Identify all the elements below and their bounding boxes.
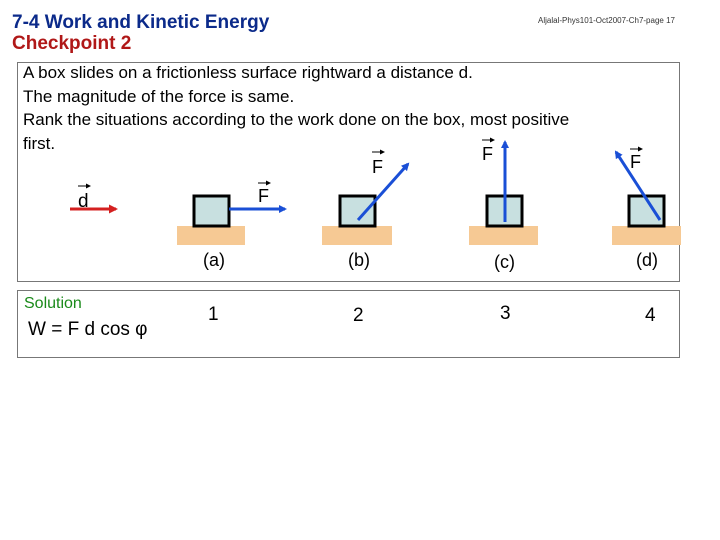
displacement-vector (70, 186, 116, 212)
slide-reference: Aljalal-Phys101-Oct2007-Ch7-page 17 (538, 16, 675, 25)
situation-a (177, 183, 285, 270)
rank-b: 2 (353, 305, 364, 326)
displacement-label: d (78, 191, 89, 212)
floor-b (322, 226, 392, 245)
question-line-1: A box slides on a frictionless surface rightward a distance d. (23, 63, 473, 82)
slide-subtitle: Checkpoint 2 (12, 33, 132, 54)
force-label-c: F (482, 144, 493, 164)
force-label-b: F (372, 157, 383, 177)
situation-label-a: (a) (203, 250, 225, 270)
rank-a: 1 (208, 304, 219, 325)
rank-d: 4 (645, 305, 656, 326)
force-label-d: F (630, 152, 641, 172)
situation-c (469, 140, 538, 272)
situation-label-d: (d) (636, 250, 658, 270)
floor-a (177, 226, 245, 245)
box-a (194, 196, 229, 226)
question-line-3: Rank the situations according to the work done on the box, most positive (23, 110, 570, 129)
solution-label: Solution (24, 295, 82, 312)
force-label-a: F (258, 186, 269, 206)
situation-d (612, 149, 681, 270)
work-formula: W = F d cos φ (28, 319, 148, 340)
box-b (340, 196, 375, 226)
situation-label-b: (b) (348, 250, 370, 270)
question-line-4: first. (23, 134, 56, 153)
floor-c (469, 226, 538, 245)
floor-d (612, 226, 681, 245)
situation-label-c: (c) (494, 252, 515, 272)
question-line-2: The magnitude of the force is same. (23, 87, 295, 106)
slide-title: 7-4 Work and Kinetic Energy (12, 12, 270, 33)
force-arrow-b (358, 164, 408, 220)
rank-c: 3 (500, 303, 511, 324)
situation-b (322, 152, 408, 270)
